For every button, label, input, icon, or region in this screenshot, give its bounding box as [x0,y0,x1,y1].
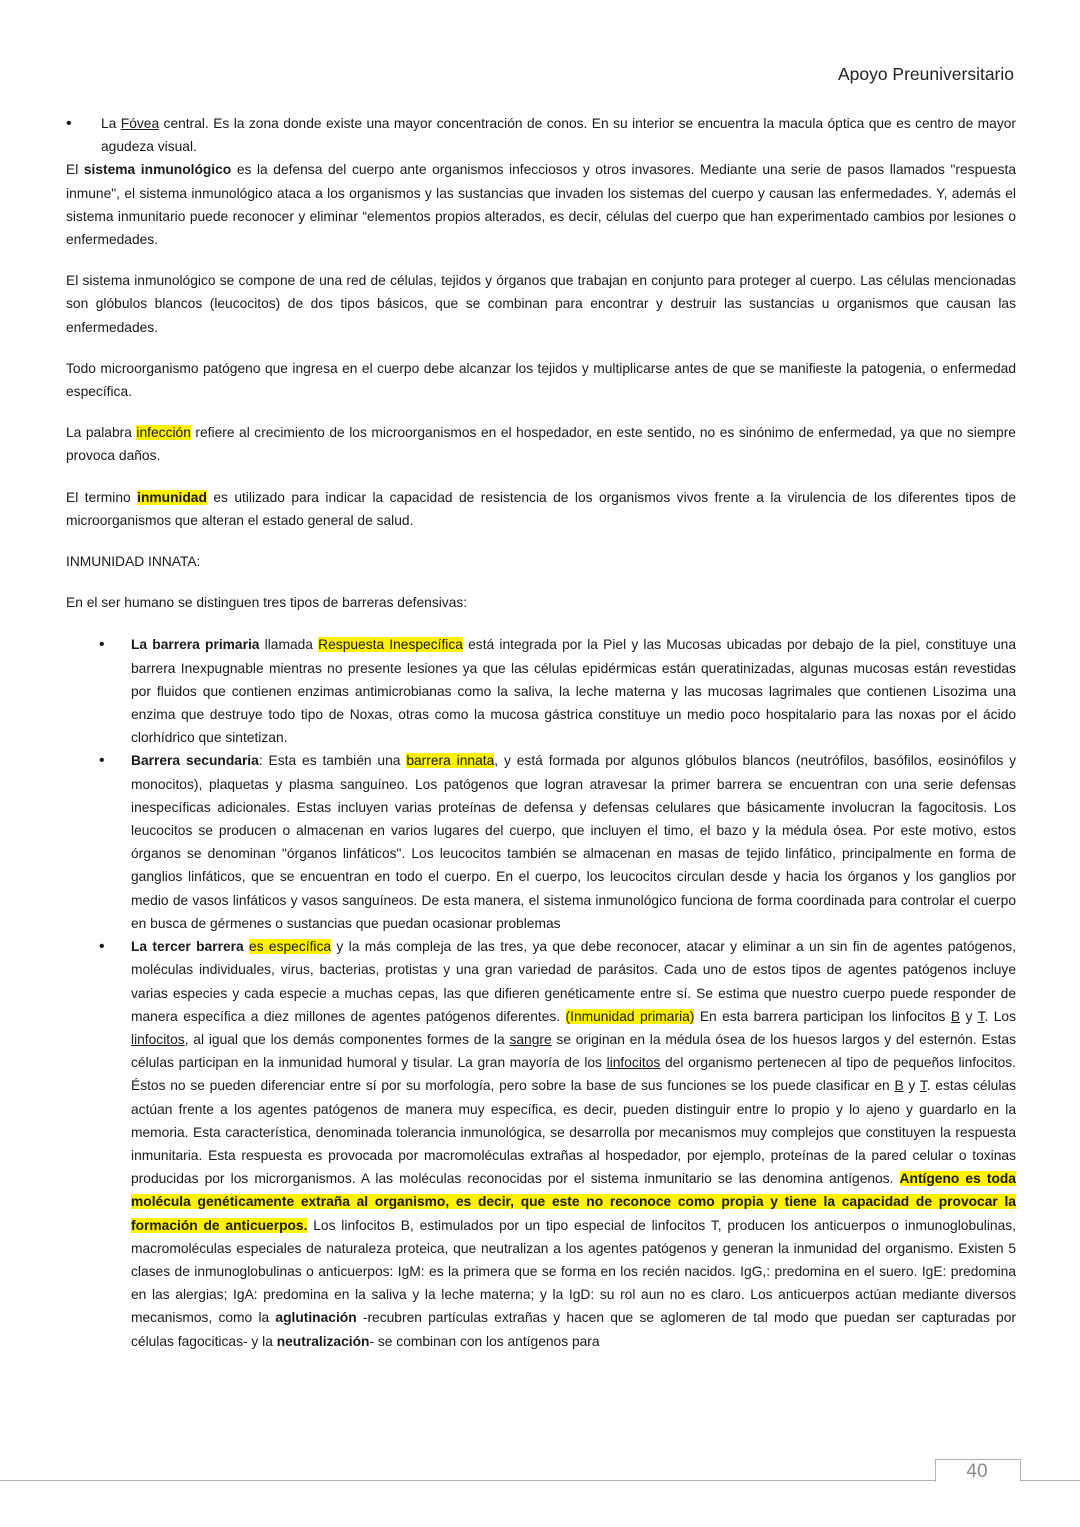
highlight-antigeno-definition: Antígeno es toda molécula genéticamente extraña al organismo, es decir, que este no reconoce como propia y tiene la capacidad de provocar la formación de anticuerpos. [131,1171,1016,1233]
text: El termino [66,489,138,505]
bold-term: La tercer barrera [131,939,244,955]
underlined-term: B [950,1008,961,1024]
text: y [903,1078,920,1094]
heading-inmunidad-innata: INMUNIDAD INNATA: [66,554,201,570]
paragraph-microorganismo: Todo microorganismo patógeno que ingresa en el cuerpo debe alcanzar los tejidos y multiplicarse antes de que se manifieste la patogenia, o enfermedad específica. [66,360,1016,400]
bold-term: sistema inmunológico [83,162,232,178]
paragraph-inmunidad [66,486,1016,532]
underlined-term: T [977,1008,985,1024]
text: La [101,116,121,131]
document-body [66,112,1016,1353]
highlight-inmunidad-primaria: (Inmunidad primaria) [565,1008,695,1024]
highlight-barrera-innata: barrera innata [406,753,495,769]
underlined-term: sangre [509,1031,552,1047]
text: . estas células actúan frente a los agentes patógenos de manera muy específica, es decir, pueden distinguir entre lo propio y lo ajeno y guardarlo en la memoria. Esta característica, denominada tolerancia inmunológica, se desarrolla por mecanismos muy complejos que constituyen la respuesta inmunitaria. Esta respuesta es provocada por macromoléculas extrañas al hospedador, por ejemplo, proteínas de la pared celular o toxinas producidas por los microrganismos. A las moléculas reconocidas por el sistema inmunitario se las denomina antígenos. [131,1078,1016,1187]
bold-term: aglutinación [275,1310,357,1326]
text: Los linfocitos B, estimulados por un tipo especial de linfocitos T, producen los anticuerpos o inmunoglobulinas, macromoléculas especiales de naturaleza proteica, que neutralizan a los agentes patógenos y generan la inmunidad del organismo. Existen 5 clases de inmunoglobulinas o anticuerpos: IgM: es la primera que se forma en los recién nacidos. IgG,: predomina en el suero. IgE: predomina en las alergias; IgA: predomina en la saliva y la leche materna; y la IgD: su rol aun no es claro. Los anticuerpos actúan mediante diversos mecanismos, como la [131,1217,1016,1326]
text: , y está formada por algunos glóbulos blancos (neutrófilos, basófilos, eosinófilos y monocitos), plaquetas y plasma sanguíneo. Los patógenos que logran atravesar la primer barrera se encuentran con una serie defensas inespecíficas adicionales. Estas incluyen varias proteínas de defensa y defensas celulares que básicamente involucran la fagocitosis. Los leucocitos se producen o almacenan en varios lugares del cuerpo, que incluyen el timo, el bazo y la médula ósea. Por este motivo, estos órganos se denominan "órganos linfáticos". Los leucocitos también se almacenan en masas de tejido linfático, principalmente en forma de ganglios linfáticos, que se encuentran en todo el cuerpo. En el cuerpo, los leucocitos circulan desde y hacia los órganos y los ganglios por medio de vasos linfáticos y vasos sanguíneos. De esta manera, el sistema inmunológico funciona de forma coordinada para controlar el cuerpo en busca de gérmenes o sustancias que puedan ocasionar problemas [131,753,1016,931]
highlight-es-especifica: es específica [249,939,332,955]
text: : Esta es también una [258,753,407,769]
highlight-respuesta-inespecifica: Respuesta Inespecífica [318,637,463,653]
barrier-list [66,633,1016,1352]
highlight-inmunidad: inmunidad [137,489,207,505]
list-item-tercer-barrera [131,935,1016,1353]
text: . Los [984,1008,1016,1024]
list-item-barrera-primaria [131,633,1016,749]
highlight-infeccion: infección [136,425,191,441]
text: y la más compleja de las tres, ya que debe reconocer, atacar y eliminar a un sin fin de agentes patógenos, moléculas individuales, virus, bacterias, protistas y una gran variedad de parásitos. Cada uno de estos tipos de agentes patógenos incluye varias especies y cada especie a muchas cepas, las que difieren genéticamente entre sí. Se estima que nuestro cuerpo puede responder de manera específica a diez millones de agentes patógenos diferentes. [131,939,1016,1024]
list-item-barrera-secundaria [131,749,1016,935]
page-header: Apoyo Preuniversitario [837,64,1014,84]
text: La palabra [66,425,137,441]
underlined-term: B [894,1078,904,1094]
text: refiere al crecimiento de los microorganismos en el hospedador, en este sentido, no es sinónimo de enfermedad, ya que no siempre provoca daños. [66,425,1016,464]
underlined-term: linfocitos [606,1055,661,1071]
underlined-term: linfocitos [131,1031,185,1047]
text: -recubren partículas extrañas y hacen que se aglomeren de tal modo que puedan ser capturadas por células fagociticas- y la [131,1310,1016,1349]
text: es la defensa del cuerpo ante organismos infecciosos y otros invasores. Mediante una serie de pasos llamados "respuesta inmune", el sistema inmunológico ataca a los organismos y las sustancias que invaden los sistemas del cuerpo y causan las enfermedades. Y, además el sistema inmunitario puede reconocer y eliminar “elementos propios alterados, es decir, células del cuerpo que han experimentado cambios por lesiones o enfermedades. [66,162,1017,248]
text: central. Es la zona donde existe una mayor concentración de conos. En su interior se encuentra la macula óptica que es centro de mayor agudeza visual. [101,116,1016,155]
text: - se combinan con los antígenos para [369,1333,600,1349]
intro-barreras: En el ser humano se distinguen tres tipos de barreras defensivas: [66,595,468,611]
text: del organismo pertenecen al tipo de pequeños linfocitos. Éstos no se pueden diferenciar entre sí por su morfología, pero sobre la base de sus funciones se los puede clasificar en [131,1055,1016,1094]
bold-term: neutralización [276,1333,370,1349]
paragraph-composicion: El sistema inmunológico se compone de una red de células, tejidos y órganos que trabajan en conjunto para proteger al cuerpo. Las células mencionadas son glóbulos blancos (leucocitos) de dos tipos básicos, que se combinan para encontrar y destruir las sustancias u organismos que causan las enfermedades. [66,273,1016,335]
paragraph-sistema-inmunologico [66,158,1016,251]
paragraph-infeccion [66,421,1016,467]
fovea-term: Fóvea [120,116,160,131]
text: se originan en la médula ósea de los huesos largos y del esternón. Estas células participan en la inmunidad humoral y tisular. La gran mayoría de los [131,1031,1016,1071]
bold-term: La barrera primaria [131,637,260,653]
fovea-bullet [66,112,1016,158]
text: , al igual que los demás componentes formes de la [184,1031,510,1047]
text: está integrada por la Piel y las Mucosas ubicadas por debajo de la piel, constituye una barrera Inexpugnable mientras no presente lesiones ya que las células epidérmicas están queratinizadas, algunas mucosas están revestidas por fluidos que contienen enzimas antimicrobianas como la saliva, la leche materna y las mucosas lagrimales que contienen Lisozima una enzima que destruye todo tipo de Noxas, otras como la mucosa gástrica constituye un medio poco hospitalario para las noxas por el ácido clorhídrico que sintetizan. [131,637,1017,746]
text: llamada [259,637,319,653]
bold-term: Barrera secundaria [131,753,259,769]
footer-rule [0,1480,1080,1481]
text: En esta barrera participan los linfocitos [694,1008,951,1024]
text: y [960,1008,978,1024]
underlined-term: T [919,1078,927,1094]
page-number: 40 [966,1461,988,1482]
text: El [66,162,84,178]
text: es utilizado para indicar la capacidad de resistencia de los organismos vivos frente a la virulencia de los diferentes tipos de microorganismos que alteran el estado general de salud. [66,489,1016,528]
